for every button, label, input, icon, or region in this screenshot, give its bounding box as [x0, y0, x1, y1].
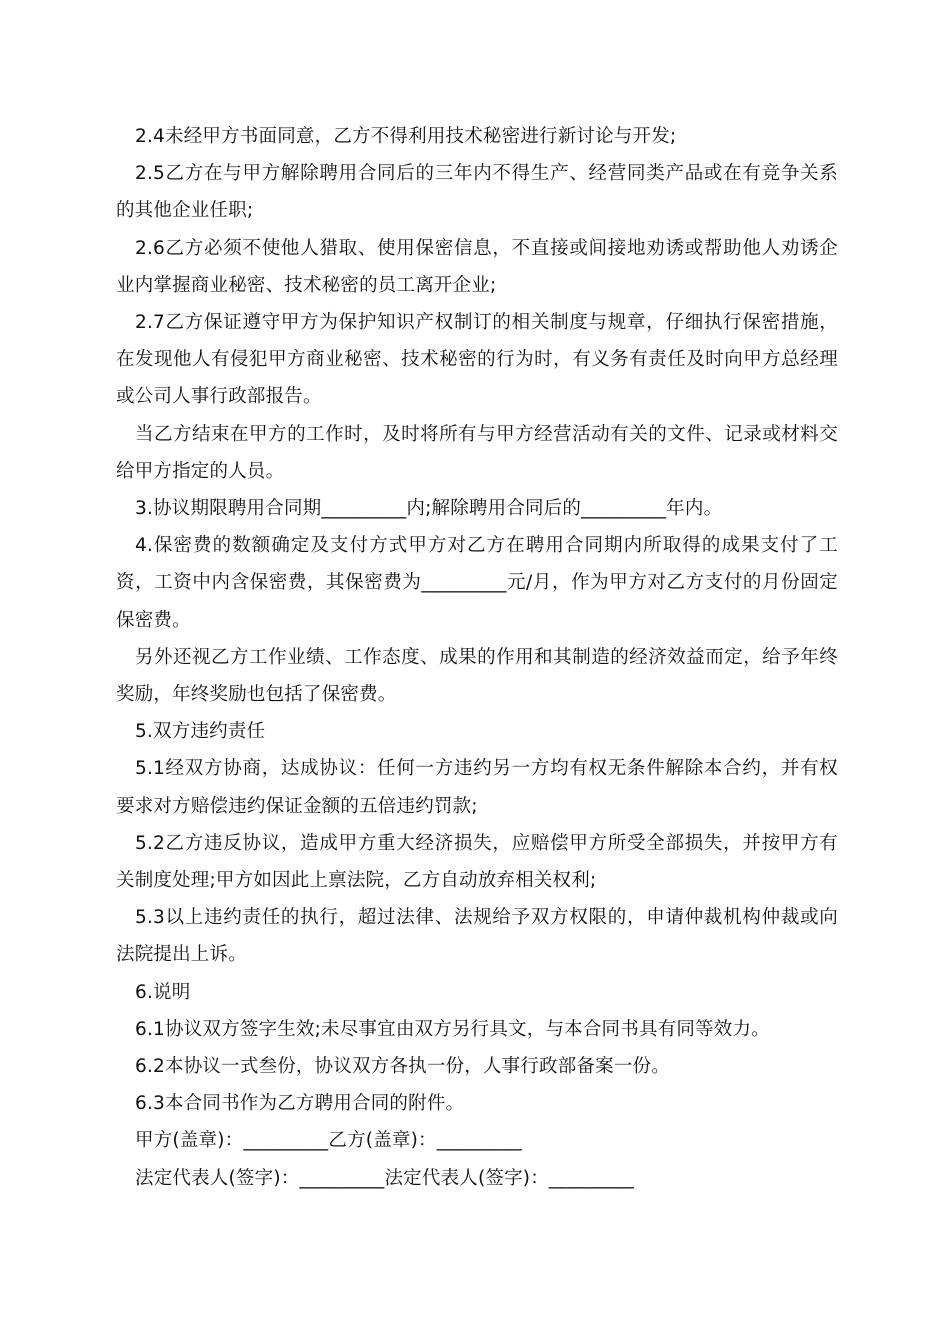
clause-6-1: 6.1协议双方签字生效;未尽事宜由双方另行具文，与本合同书具有同等效力。 — [135, 1018, 770, 1040]
signature-line: 法定代表人(签字)：_________法定代表人(签字)：_________ — [135, 1167, 634, 1189]
clause-6-2: 6.2本协议一式叁份，协议双方各执一份，人事行政部备案一份。 — [135, 1056, 670, 1078]
clause-5-2: 5.2乙方违反协议，造成甲方重大经济损失，应赔偿甲方所受全部损失，并按甲方有关制度处理;甲方如因此上禀法院，乙方自动放弃相关权利; — [116, 832, 838, 892]
clause-year-end-bonus: 另外还视乙方工作业绩、工作态度、成果的作用和其制造的经济效益而定，给予年终奖励，年终奖励也包括了保密费。 — [116, 646, 838, 706]
document-body — [116, 118, 838, 1197]
clause-3-term: 3.协议期限聘用合同期_________内;解除聘用合同后的_________年内。 — [135, 498, 723, 520]
clause-2-7: 2.7乙方保证遵守甲方为保护知识产权制订的相关制度与规章，仔细执行保密措施，在发现他人有侵犯甲方商业秘密、技术秘密的行为时，有义务有责任及时向甲方总经理或公司人事行政部报告。 — [116, 312, 838, 408]
clause-6-3: 6.3本合同书作为乙方聘用合同的附件。 — [135, 1093, 465, 1115]
clause-2-4: 2.4未经甲方书面同意，乙方不得利用技术秘密进行新讨论与开发; — [135, 126, 677, 147]
clause-2-5: 2.5乙方在与甲方解除聘用合同后的三年内不得生产、经营同类产品或在有竞争关系的其他企业任职; — [116, 163, 838, 222]
clause-4-fee: 4.保密费的数额确定及支付方式甲方对乙方在聘用合同期内所取得的成果支付了工资，工资中内含保密费，其保密费为_________元/月，作为甲方对乙方支付的月份固定保密费。 — [116, 535, 838, 631]
seal-line: 甲方(盖章)：_________乙方(盖章)：_________ — [135, 1130, 522, 1152]
clause-5-1: 5.1经双方协商，达成协议：任何一方违约另一方均有权无条件解除本合约，并有权要求对方赔偿违约保证金额的五倍违约罚款; — [116, 758, 838, 817]
clause-return-materials: 当乙方结束在甲方的工作时，及时将所有与甲方经营活动有关的文件、记录或材料交给甲方指定的人员。 — [116, 423, 838, 482]
clause-5-3: 5.3以上违约责任的执行，超过法律、法规给予双方权限的，申请仲裁机构仲裁或向法院提出上诉。 — [116, 907, 838, 966]
section-6-heading: 6.说明 — [135, 981, 191, 1003]
section-5-heading: 5.双方违约责任 — [135, 721, 266, 743]
clause-2-6: 2.6乙方必须不使他人猎取、使用保密信息，不直接或间接地劝诱或帮助他人劝诱企业内掌握商业秘密、技术秘密的员工离开企业; — [116, 237, 838, 296]
